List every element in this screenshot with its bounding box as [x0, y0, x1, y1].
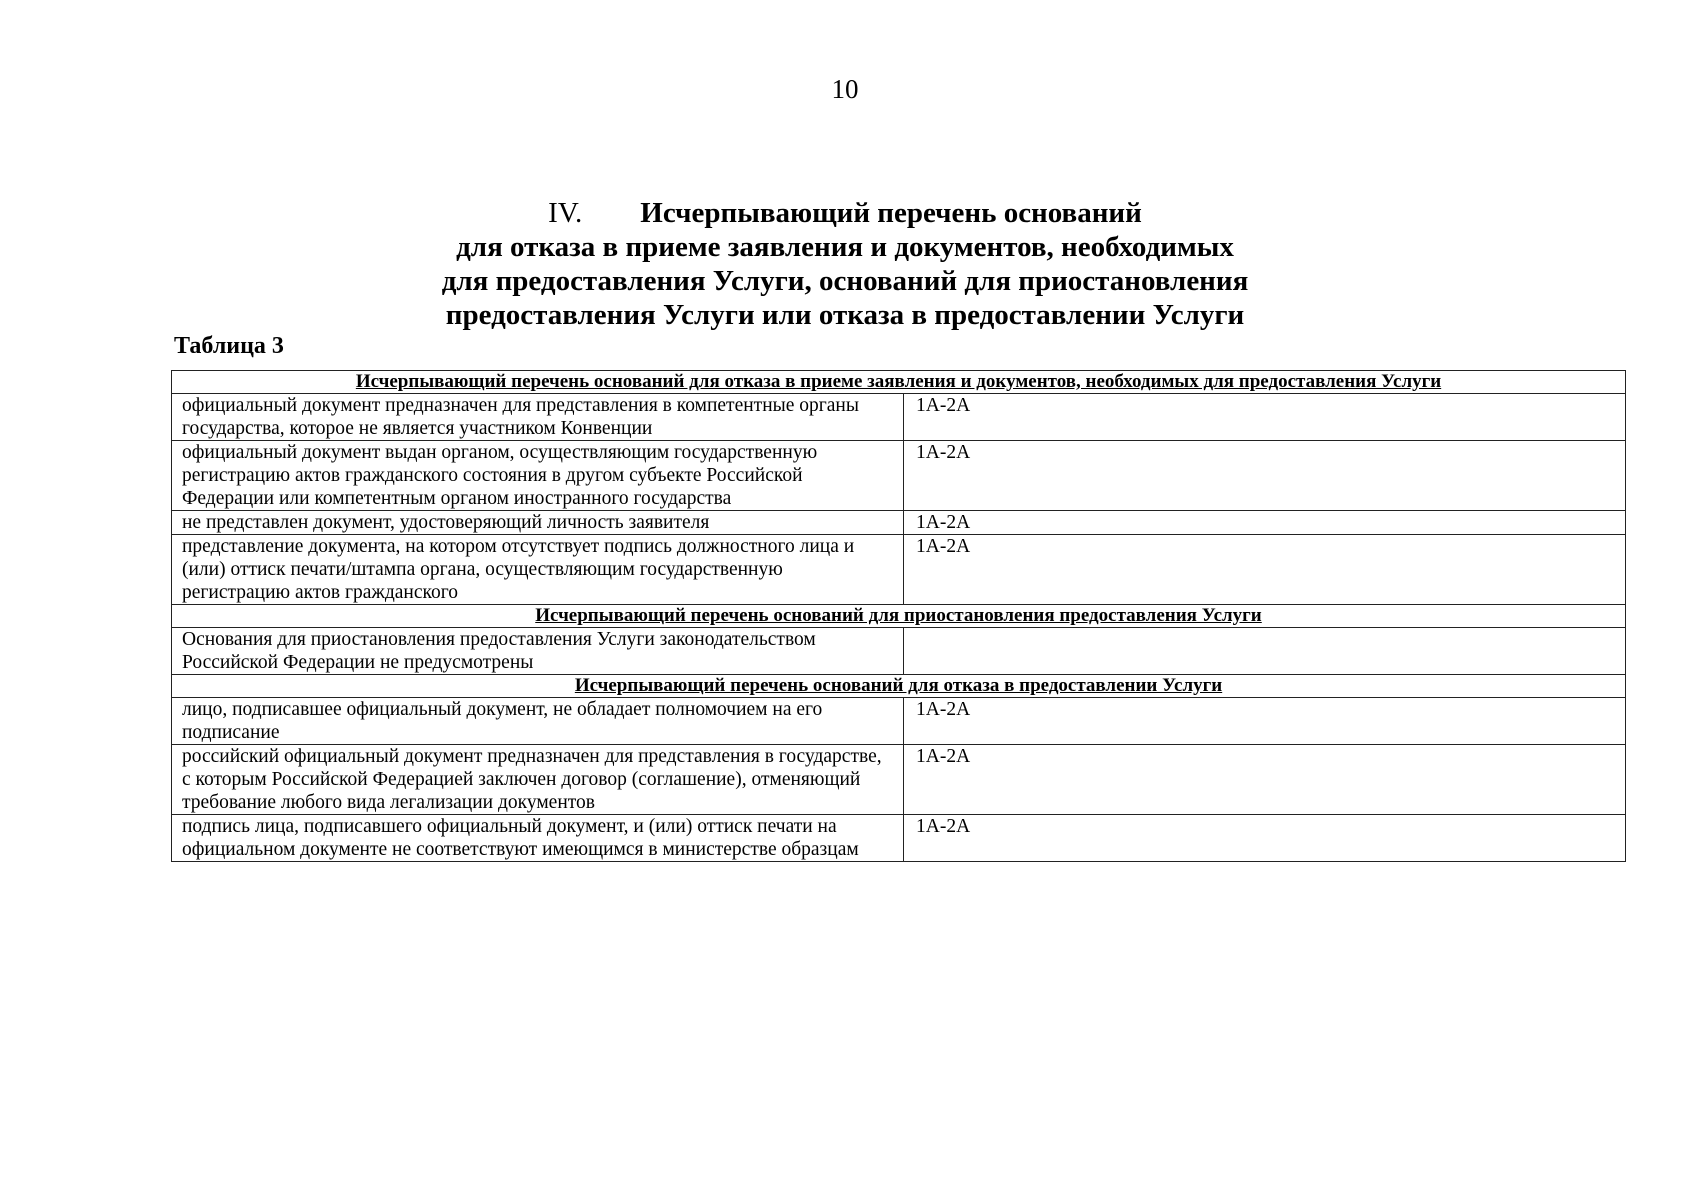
heading-line-1-text: Исчерпывающий перечень оснований: [640, 197, 1142, 229]
section-header-row: [172, 675, 1626, 698]
table-label: Таблица 3: [174, 333, 284, 359]
ground-text: официальный документ предназначен для представления в компетентные органы государства, которое не является участником Конвенции: [172, 394, 904, 441]
table-row: [172, 535, 1626, 605]
ground-code: 1А-2А: [904, 815, 1626, 862]
table-row: [172, 441, 1626, 511]
table-row: [172, 745, 1626, 815]
table-row: [172, 394, 1626, 441]
page-number: 10: [831, 74, 859, 104]
ground-text: представление документа, на котором отсутствует подпись должностного лица и (или) оттиск печати/штампа органа, осуществляющим государственную регистрацию актов гражданского: [172, 535, 904, 605]
ground-code: 1А-2А: [904, 441, 1626, 511]
ground-code: [904, 628, 1626, 675]
ground-text: подпись лица, подписавшего официальный документ, и (или) оттиск печати на официальном документе не соответствуют имеющимся в министерстве образцам: [172, 815, 904, 862]
section-heading: [0, 196, 1690, 332]
heading-line-1: [0, 196, 1690, 230]
section-header-row: [172, 605, 1626, 628]
heading-line-4: предоставления Услуги или отказа в предоставлении Услуги: [445, 299, 1245, 331]
ground-text: лицо, подписавшее официальный документ, не обладает полномочием на его подписание: [172, 698, 904, 745]
ground-code: 1А-2А: [904, 394, 1626, 441]
table-row: [172, 698, 1626, 745]
ground-code: 1А-2А: [904, 535, 1626, 605]
table-row: [172, 511, 1626, 535]
table-row: [172, 815, 1626, 862]
ground-code: 1А-2А: [904, 698, 1626, 745]
ground-text: российский официальный документ предназначен для представления в государстве, с которым Российской Федерацией заключен договор (соглашение), отменяющий требование любого вида легализации документов: [172, 745, 904, 815]
ground-code: 1А-2А: [904, 745, 1626, 815]
heading-roman-numeral: IV.: [548, 197, 583, 229]
ground-text: не представлен документ, удостоверяющий личность заявителя: [172, 511, 904, 535]
ground-text: официальный документ выдан органом, осуществляющим государственную регистрацию актов гражданского состояния в другом субъекте Российской Федерации или компетентным органом иностранного государства: [172, 441, 904, 511]
table-row: [172, 628, 1626, 675]
section-2-title: Исчерпывающий перечень оснований для приостановления предоставления Услуги: [172, 605, 1626, 628]
section-3-title: Исчерпывающий перечень оснований для отказа в предоставлении Услуги: [172, 675, 1626, 698]
heading-line-3: для предоставления Услуги, оснований для приостановления: [441, 265, 1249, 297]
heading-line-2: для отказа в приеме заявления и документов, необходимых: [456, 231, 1234, 263]
section-1-title: Исчерпывающий перечень оснований для отказа в приеме заявления и документов, необходимых для предоставления Услуги: [172, 371, 1626, 394]
ground-code: 1А-2А: [904, 511, 1626, 535]
grounds-table: [171, 370, 1626, 862]
ground-text: Основания для приостановления предоставления Услуги законодательством Российской Федерации не предусмотрены: [172, 628, 904, 675]
section-header-row: [172, 371, 1626, 394]
